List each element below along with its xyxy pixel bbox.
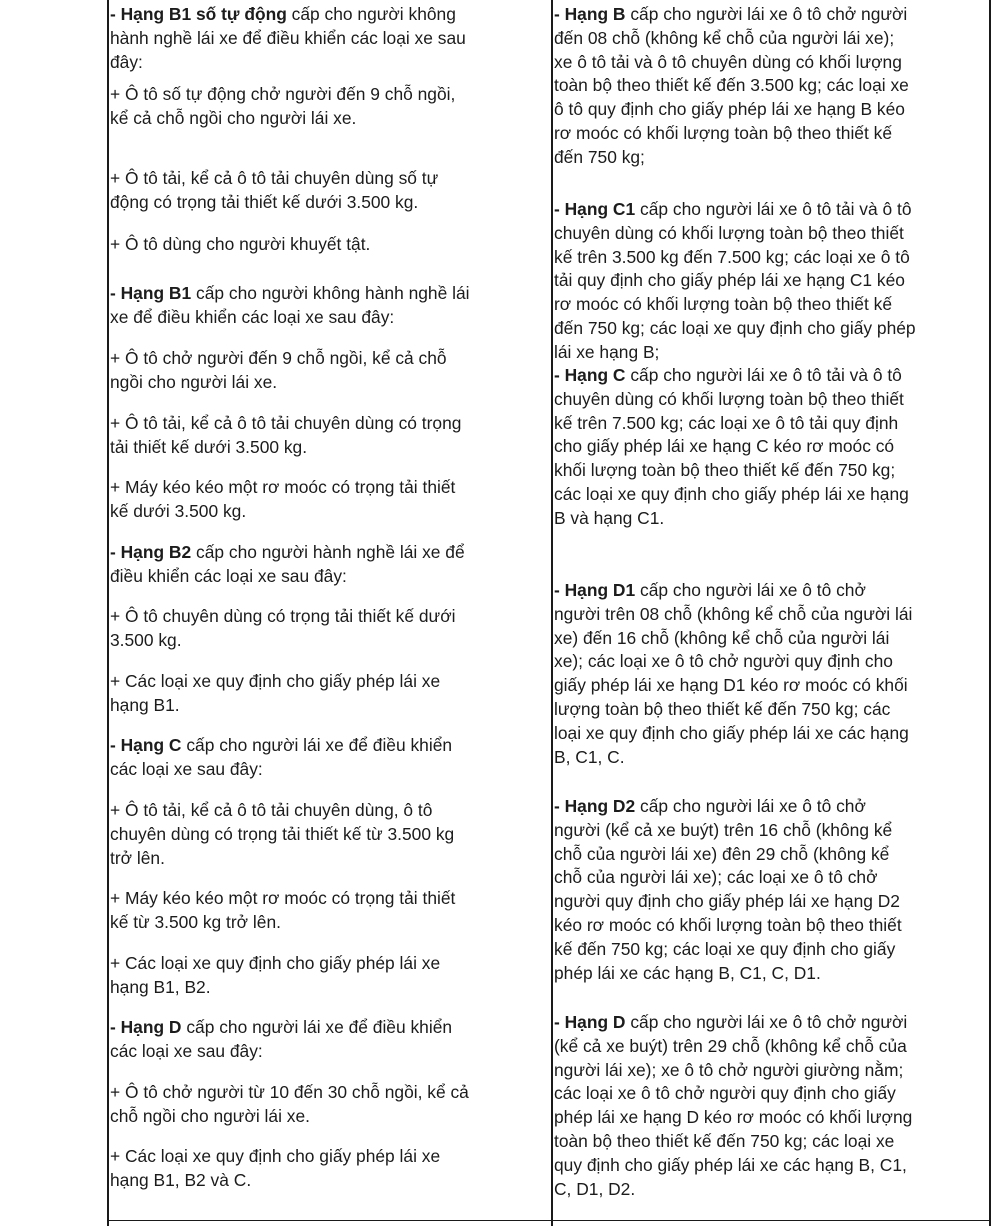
text-line: kế trên 3.500 kg đến 7.500 kg; các loại xe ô tô — [554, 246, 910, 267]
text-line — [554, 3, 988, 27]
text-line — [110, 541, 548, 565]
table-border-left — [107, 0, 109, 1226]
text-line: các loại xe quy định cho giấy phép lái xe hạng — [554, 483, 909, 504]
text-run: cấp cho người hành nghề lái xe để — [196, 542, 465, 562]
table-border-middle — [551, 0, 553, 1226]
text-line: xe); các loại xe ô tô chở người quy định cho — [554, 651, 893, 672]
text-line — [110, 1016, 548, 1040]
text-line: loại xe quy định cho giấy phép lái xe các hạng — [554, 722, 909, 743]
text-line: toàn bộ theo thiết kế đến 750 kg; các loại xe — [554, 1130, 895, 1151]
paragraph — [110, 476, 548, 524]
text-run: cấp cho người lái xe ô tô chở người — [630, 1012, 908, 1032]
text-line: kế đến 750 kg; các loại xe quy định cho giấy — [554, 938, 896, 959]
text-line: lái xe hạng B; — [554, 341, 660, 362]
text-line: kế từ 3.500 kg trở lên. — [110, 911, 281, 932]
text-line: + Ô tô tải, kể cả ô tô tải chuyên dùng, ô tô — [110, 800, 433, 820]
paragraph — [554, 1011, 988, 1201]
text-line: rơ moóc có khối lượng toàn bộ theo thiết kế — [554, 294, 893, 315]
text-line: chỗ của người lái xe); các loại xe ô tô chở — [554, 867, 878, 888]
text-line: người lái xe); xe ô tô chở người giường nằm; — [554, 1059, 904, 1080]
text-line: các loại xe sau đây: — [110, 758, 263, 779]
text-run: cấp cho người lái xe ô tô tải và ô tô — [640, 199, 912, 219]
paragraph — [110, 282, 548, 330]
text-line: người (kể cả xe buýt) trên 16 chỗ (không kể — [554, 819, 893, 840]
text-line — [554, 1011, 988, 1035]
license-class-label: - Hạng B1 số tự động — [110, 4, 287, 24]
text-line: trở lên. — [110, 847, 165, 868]
text-line: xe ô tô tải và ô tô chuyên dùng có khối lượng — [554, 51, 902, 72]
text-line: chuyên dùng có trọng tải thiết kế từ 3.500 kg — [110, 823, 455, 844]
text-line: đến 750 kg; — [554, 146, 645, 167]
text-run: cấp cho người lái xe ô tô chở — [640, 580, 866, 600]
text-run: cấp cho người lái xe ô tô chở người — [630, 4, 908, 24]
text-line: chuyên dùng có khối lượng toàn bộ theo thiết — [554, 222, 904, 243]
text-line: + Ô tô chuyên dùng có trọng tải thiết kế dưới — [110, 606, 456, 626]
paragraph — [110, 167, 548, 215]
text-line — [110, 3, 548, 27]
text-line: ô tô quy định cho giấy phép lái xe hạng B kéo — [554, 99, 905, 120]
license-class-label: - Hạng C — [554, 365, 626, 385]
text-line: hạng B1. — [110, 694, 180, 715]
text-line: phép lái xe hạng D kéo rơ moóc có khối lượng — [554, 1107, 913, 1128]
text-line: + Ô tô số tự động chở người đến 9 chỗ ngồi, — [110, 84, 456, 104]
text-line: + Các loại xe quy định cho giấy phép lái xe — [110, 1146, 441, 1166]
paragraph — [110, 887, 548, 935]
text-line: các loại xe ô tô chở người quy định cho giấy — [554, 1083, 896, 1104]
text-line: kể cả chỗ ngồi cho người lái xe. — [110, 107, 357, 128]
license-class-label: - Hạng D — [554, 1012, 626, 1032]
text-line: đến 750 kg; các loại xe quy định cho giấy phép — [554, 317, 916, 338]
text-line: điều khiển các loại xe sau đây: — [110, 565, 347, 586]
paragraph — [110, 1081, 548, 1129]
text-line — [110, 734, 548, 758]
text-line: + Máy kéo kéo một rơ moóc có trọng tải thiết — [110, 477, 456, 497]
text-line: đến 08 chỗ (không kể chỗ của người lái xe); — [554, 27, 895, 48]
table-border-right — [989, 0, 991, 1226]
text-line: quy định cho giấy phép lái xe các hạng B, C1, — [554, 1154, 907, 1175]
text-line: toàn bộ theo thiết kế đến 3.500 kg; các loại xe — [554, 75, 909, 96]
paragraph — [110, 412, 548, 460]
text-line: động có trọng tải thiết kế dưới 3.500 kg. — [110, 191, 419, 212]
text-line: ngồi cho người lái xe. — [110, 371, 278, 392]
text-line: (kể cả xe buýt) trên 29 chỗ (không kể chỗ của — [554, 1035, 907, 1056]
text-run: cấp cho người lái xe ô tô chở — [640, 796, 866, 816]
text-line: lượng toàn bộ theo thiết kế đến 750 kg; các — [554, 698, 891, 719]
text-line — [110, 282, 548, 306]
license-class-label: - Hạng D1 — [554, 580, 636, 600]
text-line: + Các loại xe quy định cho giấy phép lái xe — [110, 671, 441, 691]
license-class-label: - Hạng D2 — [554, 796, 636, 816]
paragraph — [110, 83, 548, 131]
text-line: + Máy kéo kéo một rơ moóc có trọng tải thiết — [110, 888, 456, 908]
text-line: kế trên 7.500 kg; các loại xe ô tô tải quy định — [554, 412, 899, 433]
text-line: + Ô tô chở người đến 9 chỗ ngồi, kể cả chỗ — [110, 348, 447, 368]
paragraph — [110, 799, 548, 870]
license-class-label: - Hạng D — [110, 1017, 182, 1037]
license-class-label: - Hạng C1 — [554, 199, 636, 219]
text-line: cho giấy phép lái xe hạng C kéo rơ moóc có — [554, 436, 895, 457]
paragraph — [110, 605, 548, 653]
text-line: khối lượng toàn bộ theo thiết kế đến 750 kg; — [554, 460, 896, 481]
text-line — [554, 795, 988, 819]
table-border-bottom — [107, 1220, 991, 1221]
text-line: chỗ ngồi cho người lái xe. — [110, 1105, 310, 1126]
text-line: tải thiết kế dưới 3.500 kg. — [110, 436, 308, 457]
license-class-label: - Hạng B — [554, 4, 626, 24]
text-line: xe) đến 16 chỗ (không kể chỗ của người lái — [554, 627, 890, 648]
paragraph — [110, 734, 548, 782]
text-run: cấp cho người không hành nghề lái — [196, 283, 470, 303]
text-line: người quy định cho giấy phép lái xe hạng D2 — [554, 891, 900, 912]
text-line: + Ô tô dùng cho người khuyết tật. — [110, 234, 371, 254]
text-line: hành nghề lái xe để điều khiển các loại xe sau — [110, 27, 466, 48]
text-line: + Ô tô tải, kể cả ô tô tải chuyên dùng số tự — [110, 168, 439, 188]
text-line: đây: — [110, 51, 143, 72]
paragraph — [554, 364, 988, 531]
paragraph — [110, 1016, 548, 1064]
text-line: rơ moóc có khối lượng toàn bộ theo thiết kế — [554, 122, 893, 143]
paragraph — [554, 3, 988, 170]
text-line: chuyên dùng có khối lượng toàn bộ theo thiết — [554, 388, 904, 409]
paragraph — [110, 347, 548, 395]
paragraph — [110, 541, 548, 589]
text-line: tải quy định cho giấy phép lái xe hạng C1 kéo — [554, 270, 905, 291]
paragraph — [110, 952, 548, 1000]
text-line: B, C1, C. — [554, 746, 625, 767]
paragraph — [110, 1145, 548, 1193]
text-line: các loại xe sau đây: — [110, 1040, 263, 1061]
paragraph — [554, 795, 988, 985]
text-line: giấy phép lái xe hạng D1 kéo rơ moóc có khối — [554, 675, 908, 696]
text-run: cấp cho người lái xe để điều khiển — [186, 1017, 453, 1037]
license-class-label: - Hạng C — [110, 735, 182, 755]
text-line: hạng B1, B2 và C. — [110, 1169, 252, 1190]
text-line: hạng B1, B2. — [110, 976, 211, 997]
text-line: + Ô tô tải, kể cả ô tô tải chuyên dùng có trọng — [110, 413, 462, 433]
text-line: phép lái xe các hạng B, C1, C, D1. — [554, 962, 821, 983]
text-run: cấp cho người lái xe để điều khiển — [186, 735, 453, 755]
paragraph — [110, 670, 548, 718]
paragraph — [554, 198, 988, 365]
text-line: chỗ của người lái xe) đên 29 chỗ (không kể — [554, 843, 890, 864]
paragraph — [110, 233, 548, 257]
text-line — [554, 364, 988, 388]
text-line: + Các loại xe quy định cho giấy phép lái xe — [110, 953, 441, 973]
paragraph — [110, 3, 548, 74]
text-line: C, D1, D2. — [554, 1178, 636, 1199]
text-line: kế dưới 3.500 kg. — [110, 500, 247, 521]
text-run: cấp cho người lái xe ô tô tải và ô tô — [630, 365, 902, 385]
text-line: kéo rơ moóc có khối lượng toàn bộ theo thiết — [554, 914, 902, 935]
paragraph — [554, 579, 988, 769]
text-line: B và hạng C1. — [554, 507, 665, 528]
text-line: 3.500 kg. — [110, 629, 182, 650]
text-line: + Ô tô chở người từ 10 đến 30 chỗ ngồi, kể cả — [110, 1082, 469, 1102]
text-line — [554, 579, 988, 603]
license-class-label: - Hạng B2 — [110, 542, 192, 562]
text-run: cấp cho người không — [291, 4, 456, 24]
license-class-label: - Hạng B1 — [110, 283, 192, 303]
text-line: xe để điều khiển các loại xe sau đây: — [110, 306, 395, 327]
text-line: người trên 08 chỗ (không kể chỗ của người lái — [554, 603, 913, 624]
text-line — [554, 198, 988, 222]
